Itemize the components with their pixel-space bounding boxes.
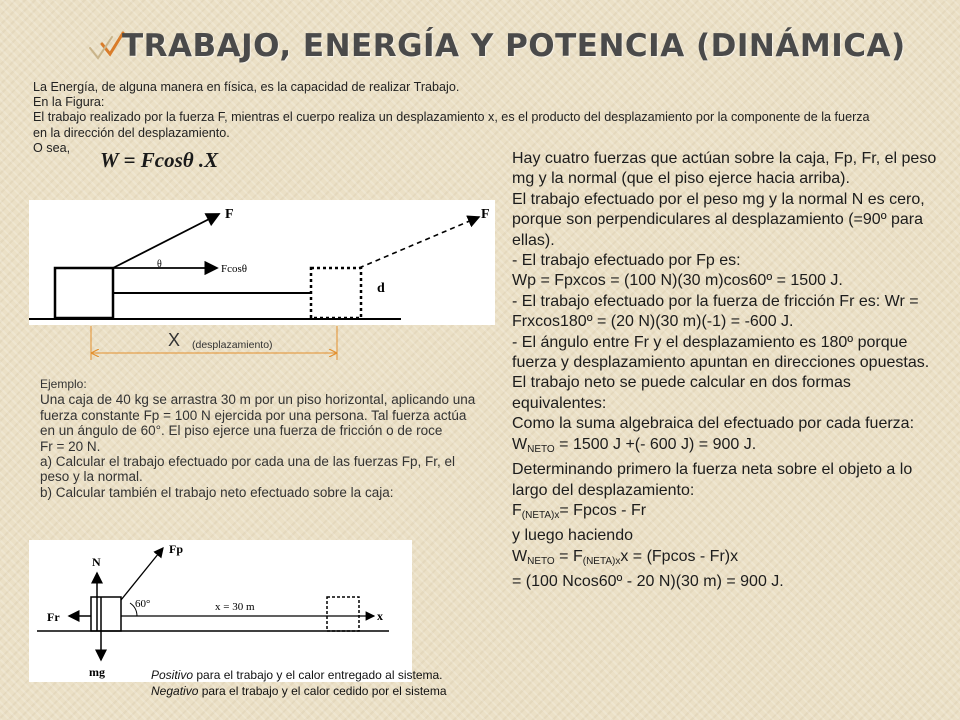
work-diagram [29,200,495,325]
applied-force-label: Fp [169,542,184,556]
negative-line [151,683,447,699]
example-heading: Ejemplo: [40,377,87,391]
example-line: b) Calcular también el trabajo neto efectuado sobre la caja: [40,484,394,500]
explanation-paragraph: y luego haciendo [512,527,633,545]
net-work-equation-a: $W_{NETO} = 1500$ J +(- 600 J) = 900 J. [512,435,757,455]
displacement-symbol: X [168,330,181,350]
explanation-paragraph: El trabajo neto se puede calcular en dos formas equivalentes: [512,374,851,412]
explanation-paragraph: Wp = Fpxcos = (100 N)(30 m)cos60º = 1500 J. [512,272,843,290]
angle-label: θ [157,259,162,270]
positive-word: Positivo [151,668,194,682]
component-label: Fcosθ [221,263,248,275]
explanation-text [512,149,938,593]
intro-line: O sea, [33,140,71,155]
weight-label: mg [89,665,105,679]
force-arrow-dashed [359,217,479,268]
free-body-svg [29,540,412,682]
work-formula: W = Fcosθ .X [100,148,219,172]
positive-line [151,667,447,683]
explanation-paragraph: - El trabajo efectuado por Fp es: [512,252,741,270]
intro-line: La Energía, de alguna manera en física, es la capacidad de realizar Trabajo. [33,80,460,94]
displacement-label: (desplazamiento) [192,339,273,351]
force-arrow [113,214,219,268]
normal-label: N [92,555,101,569]
example-line: Una caja de 40 kg se arrastra 30 m por un piso horizontal, aplicando una fuerza constante Fp = 100 N ejercida por una persona. Tal fuerza actúa en un ángulo de 60°. El piso ejerce una fuerza de fricción o de roce [40,392,476,439]
net-work-equation-b: $W_{NETO} = F_{(NETA)x}x = (Fpcos - Fr)x$ [512,547,739,567]
distance-label: d [377,281,385,296]
example-line: Fr = 20 N. [40,438,101,454]
block-initial [55,268,113,318]
explanation-paragraph: - El ángulo entre Fr y el desplazamiento es 180º porque fuerza y desplazamiento apuntan en direcciones opuestas. [512,333,930,372]
distance-label: x = 30 m [215,601,255,613]
explanation-paragraph: - El trabajo efectuado por la fuerza de fricción Fr es: Wr = Frxcos180º = (20 N)(30 m)(-1) = -600 J. [512,292,919,331]
positive-rest: para el trabajo y el calor entregado al sistema. [193,668,443,682]
explanation-paragraph: = (100 Ncos60º - 20 N)(30 m) = 900 J. [512,573,784,591]
work-diagram-svg [29,200,495,325]
net-force-equation: $F_{(NETA)x}= Fpcos - Fr$ [512,501,647,521]
block-final [311,268,361,318]
applied-force-arrow [121,548,163,600]
explanation-paragraph: El trabajo efectuado por el peso mg y la normal N es cero, porque son perpendiculares al desplazamiento (=90º para ellas). [512,190,925,249]
force-label: F [225,207,234,222]
explanation-paragraph: Determinando primero la fuerza neta sobre el objeto a lo largo del desplazamiento: [512,461,913,499]
explanation-paragraph: Como la suma algebraica del efectuado por cada fuerza: [512,415,915,433]
negative-word: Negativo [151,684,199,698]
axis-label: x [377,609,383,623]
intro-line: El trabajo realizado por la fuerza F, mientras el cuerpo realiza un desplazamiento x, es el producto del desplazamiento por la componente de la fuerza en la dirección del desplazamiento. [33,110,870,140]
negative-rest: para el trabajo y el calor cedido por el sistema [198,684,447,698]
example-text [40,377,482,500]
intro-text [33,80,883,156]
box-initial [91,597,121,631]
intro-line: En la Figura: [33,95,105,110]
free-body-diagram [29,540,412,682]
example-line: a) Calcular el trabajo efectuado por cada una de las fuerzas Fp, Fr, el peso y la normal. [40,454,455,485]
page-title: TRABAJO, ENERGÍA Y POTENCIA (DINÁMICA) [122,28,906,64]
angle-label: 60° [135,598,151,610]
box-final [327,597,359,631]
force-label-2: F [481,207,490,222]
displacement-marker [88,326,340,362]
sign-convention [151,667,447,699]
explanation-paragraph: Hay cuatro fuerzas que actúan sobre la caja, Fp, Fr, el peso mg y la normal (que el piso ejerce hacia arriba). [512,150,937,188]
friction-label: Fr [47,610,60,624]
